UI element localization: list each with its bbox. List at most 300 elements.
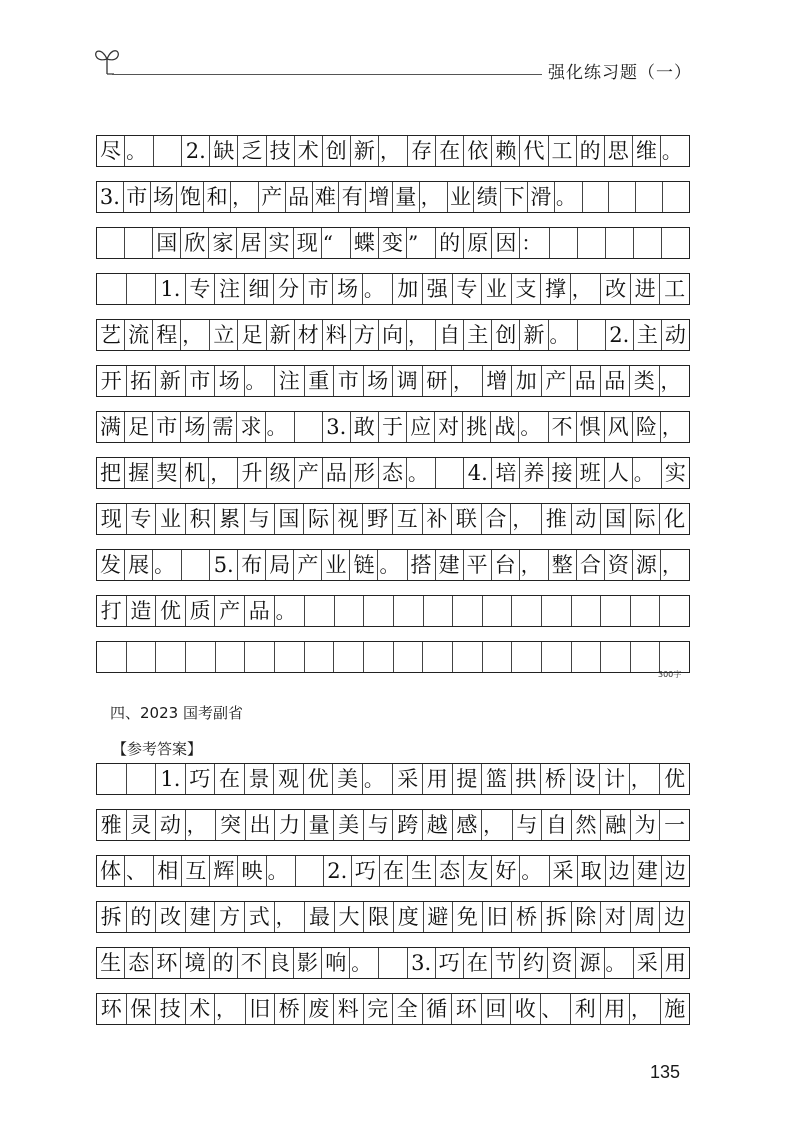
grid-cell: 流 (125, 320, 153, 350)
grid-cell: 加 (512, 366, 542, 396)
grid-cell: ， (571, 274, 602, 304)
grid-cell (305, 596, 335, 626)
grid-cell: 美 (334, 810, 364, 840)
grid-cell (364, 642, 394, 672)
grid-cell: 3. (97, 182, 124, 212)
grid-cell: 国 (601, 504, 631, 534)
grid-cell: 自 (542, 810, 572, 840)
grid-cell: 打 (97, 596, 127, 626)
grid-cell: 感 (453, 810, 483, 840)
grid-cell (550, 228, 578, 258)
grid-row (96, 457, 690, 489)
grid-cell: 市 (153, 412, 181, 442)
grid-cell: 注 (275, 366, 305, 396)
grid-cell: 专 (127, 504, 157, 534)
grid-cell: 动 (572, 504, 602, 534)
grid-cell: 品 (601, 366, 631, 396)
grid-cell: 、 (125, 856, 154, 886)
grid-cell: 业 (482, 274, 512, 304)
grid-cell: 优 (664, 767, 686, 791)
grid-cell: 收 (511, 994, 541, 1024)
grid-cell: 用 (601, 994, 631, 1024)
grid-row (96, 855, 690, 887)
grid-cell: 取 (578, 856, 606, 886)
grid-row (96, 273, 690, 305)
grid-cell (295, 412, 323, 442)
grid-cell: 拱 (512, 764, 542, 794)
grid-cell: 在 (215, 764, 245, 794)
grid-cell: 人 (605, 458, 633, 488)
grid-cell: 技 (156, 994, 186, 1024)
grid-cell: 质 (186, 596, 216, 626)
grid-cell: 旧 (483, 902, 513, 932)
grid-cell: 重 (305, 366, 335, 396)
grid-cell (631, 596, 661, 626)
grid-cell: 灵 (127, 810, 157, 840)
grid-cell: 台 (492, 550, 520, 580)
grid-cell: 设 (571, 764, 601, 794)
grid-cell: 用 (664, 951, 686, 975)
grid-cell: 级 (267, 458, 295, 488)
grid-cell: 现 (294, 228, 322, 258)
grid-cell: 变 (379, 228, 407, 258)
grid-cell: 资 (548, 948, 576, 978)
grid-cell: 采 (393, 764, 423, 794)
grid-cell: 满 (97, 412, 125, 442)
grid-cell: 与 (245, 504, 275, 534)
grid-cell: 建 (186, 902, 216, 932)
grid-cell: 工 (664, 277, 686, 301)
grid-cell: 饱 (177, 182, 204, 212)
grid-cell: 创 (323, 136, 351, 166)
grid-cell (512, 642, 542, 672)
grid-cell: ， (231, 182, 259, 212)
grid-cell (216, 642, 246, 672)
grid-cell: 场 (215, 366, 245, 396)
grid-cell (606, 228, 634, 258)
grid-cell: 主 (634, 320, 662, 350)
grid-cell: 。 (267, 856, 296, 886)
grid-cell: 优 (304, 764, 334, 794)
section-heading: 四、2023 国考副省 (110, 704, 243, 722)
grid-cell: 的 (577, 136, 605, 166)
grid-cell: 采 (550, 856, 578, 886)
grid-cell: 。 (555, 182, 583, 212)
grid-cell: 好 (492, 856, 520, 886)
grid-cell (394, 596, 424, 626)
grid-cell: 形 (351, 458, 379, 488)
grid-cell: 存 (408, 136, 436, 166)
grid-cell: 环 (97, 994, 127, 1024)
grid-cell (483, 596, 513, 626)
grid-cell: ， (181, 320, 210, 350)
grid-cell: 化 (664, 507, 686, 531)
grid-row (96, 809, 690, 841)
grid-cell: ， (407, 320, 436, 350)
grid-cell: 旧 (246, 994, 276, 1024)
grid-cell: 5. (210, 550, 238, 580)
grid-cell: 际 (631, 504, 661, 534)
grid-cell: 和 (204, 182, 231, 212)
grid-cell (127, 764, 157, 794)
grid-cell (572, 642, 602, 672)
grid-cell: 跨 (393, 810, 423, 840)
grid-cell: 1. (156, 274, 186, 304)
grid-cell: 。 (633, 458, 662, 488)
grid-cell: 新 (156, 366, 186, 396)
grid-cell (636, 182, 663, 212)
grid-cell: 桥 (541, 764, 571, 794)
grid-cell: “ (322, 228, 351, 258)
grid-cell: 场 (151, 182, 178, 212)
grid-cell: 。 (378, 550, 407, 580)
grid-cell: 3. (408, 948, 436, 978)
grid-cell: 态 (436, 856, 464, 886)
grid-cell: 搭 (408, 550, 436, 580)
grid-cell: 新 (351, 136, 379, 166)
grid-cell (97, 274, 127, 304)
grid-cell: 全 (393, 994, 423, 1024)
grid-cell: 巧 (186, 764, 216, 794)
grid-cell: 应 (407, 412, 435, 442)
grid-cell: 出 (246, 810, 276, 840)
grid-row (96, 365, 690, 397)
grid-cell: 。 (245, 366, 276, 396)
grid-cell: 足 (125, 412, 153, 442)
grid-row (96, 181, 690, 213)
grid-cell: 边 (664, 859, 686, 883)
grid-cell: 分 (274, 274, 304, 304)
grid-cell: 态 (379, 458, 407, 488)
sprout-icon (92, 44, 122, 76)
grid-cell: 绩 (474, 182, 501, 212)
grid-cell: 缺 (210, 136, 238, 166)
grid-cell: 量 (305, 810, 335, 840)
grid-cell (572, 596, 602, 626)
grid-cell: 互 (393, 504, 423, 534)
grid-cell (245, 642, 275, 672)
grid-cell: 改 (156, 902, 186, 932)
grid-cell (182, 550, 210, 580)
grid-cell: 。 (266, 412, 295, 442)
grid-cell: ， (275, 902, 306, 932)
header-title: 强化练习题（一） (548, 63, 692, 83)
grid-cell: 辉 (210, 856, 238, 886)
grid-cell: ， (215, 994, 246, 1024)
grid-cell: 类 (630, 366, 660, 396)
grid-cell (436, 458, 464, 488)
grid-cell: 免 (453, 902, 483, 932)
grid-cell: 边 (606, 856, 634, 886)
grid-cell: 欣 (181, 228, 209, 258)
grid-cell: 雅 (97, 810, 127, 840)
grid-cell (660, 596, 689, 626)
grid-cell: ， (661, 415, 682, 439)
grid-cell (453, 596, 483, 626)
grid-cell: 发 (97, 550, 125, 580)
grid-cell: 与 (513, 810, 543, 840)
grid-cell: 约 (520, 948, 548, 978)
grid-cell: 2. (606, 320, 634, 350)
grid-cell (663, 182, 689, 212)
grid-cell: 在 (436, 136, 464, 166)
grid-cell: 为 (631, 810, 661, 840)
grid-cell (296, 856, 324, 886)
grid-cell: 对 (601, 902, 631, 932)
grid-cell: 市 (124, 182, 151, 212)
grid-cell: 境 (181, 948, 209, 978)
grid-cell: 程 (153, 320, 181, 350)
grid-cell: 观 (274, 764, 304, 794)
grid-cell: 建 (634, 856, 662, 886)
grid-row (96, 993, 690, 1025)
grid-cell (156, 642, 186, 672)
grid-cell (125, 228, 153, 258)
grid-cell: 方 (351, 320, 379, 350)
grid-cell (578, 228, 606, 258)
grid-cell: 巧 (436, 948, 464, 978)
grid-cell: 4. (464, 458, 492, 488)
grid-cell: 料 (334, 994, 364, 1024)
grid-cell: 态 (125, 948, 153, 978)
grid-cell: 机 (181, 458, 209, 488)
grid-cell: 互 (182, 856, 210, 886)
grid-cell: 最 (305, 902, 335, 932)
grid-cell: 补 (423, 504, 453, 534)
grid-cell (127, 274, 157, 304)
grid-cell: 布 (238, 550, 266, 580)
grid-row (96, 411, 690, 443)
grid-cell: 限 (364, 902, 394, 932)
grid-cell: 市 (304, 274, 334, 304)
grid-cell: 风 (605, 412, 633, 442)
grid-cell (335, 596, 365, 626)
grid-cell: 足 (238, 320, 266, 350)
grid-cell: 险 (633, 412, 661, 442)
grid-cell: ， (660, 369, 681, 393)
page-number: 135 (650, 1062, 681, 1082)
grid-row (96, 641, 690, 673)
grid-cell: 场 (364, 366, 394, 396)
grid-cell: 回 (482, 994, 512, 1024)
grid-cell (578, 320, 606, 350)
grid-cell: 不 (238, 948, 266, 978)
grid-cell: 。 (363, 764, 394, 794)
grid-cell: 居 (237, 228, 265, 258)
grid-cell: 累 (215, 504, 245, 534)
grid-cell: ， (511, 504, 542, 534)
grid-cell: 术 (186, 994, 216, 1024)
grid-cell: 边 (664, 905, 686, 929)
grid-cell: 积 (186, 504, 216, 534)
grid-cell: 一 (664, 813, 686, 837)
grid-cell: 产 (542, 366, 572, 396)
grid-cell: 造 (127, 596, 157, 626)
grid-cell: 影 (294, 948, 322, 978)
grid-cell: 链 (350, 550, 378, 580)
grid-cell: 滑 (528, 182, 555, 212)
grid-cell: 开 (97, 366, 127, 396)
grid-cell: 拆 (97, 902, 127, 932)
grid-cell: 产 (294, 550, 322, 580)
grid-cell (423, 642, 453, 672)
grid-row (96, 901, 690, 933)
grid-cell: 拆 (542, 902, 572, 932)
grid-cell: 巧 (352, 856, 380, 886)
grid-cell: 品 (571, 366, 601, 396)
grid-cell: 品 (245, 596, 275, 626)
grid-cell: 。 (275, 596, 306, 626)
grid-cell: 自 (436, 320, 464, 350)
grid-row (96, 549, 690, 581)
grid-row (96, 135, 690, 167)
grid-cell (186, 642, 216, 672)
grid-cell: 实 (664, 461, 686, 485)
grid-cell: 度 (394, 902, 424, 932)
grid-cell: 产 (259, 182, 286, 212)
grid-cell: 依 (464, 136, 492, 166)
grid-cell: 术 (295, 136, 323, 166)
grid-cell: 。 (153, 550, 182, 580)
grid-cell: 思 (605, 136, 633, 166)
grid-cell: 接 (549, 458, 577, 488)
grid-cell: 增 (483, 366, 513, 396)
grid-cell: 环 (153, 948, 181, 978)
grid-cell: 料 (323, 320, 351, 350)
grid-cell: ， (379, 136, 408, 166)
grid-cell (127, 642, 157, 672)
grid-cell: 相 (154, 856, 182, 886)
grid-cell: 2. (182, 136, 210, 166)
grid-cell: 力 (275, 810, 305, 840)
grid-cell: 式 (245, 902, 275, 932)
grid-cell: 2. (324, 856, 352, 886)
grid-cell: 。 (350, 948, 379, 978)
grid-cell: 源 (576, 948, 604, 978)
grid-cell: 代 (520, 136, 548, 166)
grid-cell: 动 (156, 810, 186, 840)
grid-cell: 、 (541, 994, 572, 1024)
grid-cell: 环 (452, 994, 482, 1024)
grid-cell: 强 (423, 274, 453, 304)
grid-cell: 的 (210, 948, 238, 978)
grid-cell: 培 (492, 458, 520, 488)
grid-cell: ： (520, 228, 549, 258)
grid-cell: 合 (482, 504, 512, 534)
grid-cell (601, 642, 631, 672)
grid-cell: 融 (601, 810, 631, 840)
grid-cell: 。 (661, 139, 682, 163)
grid-cell (583, 182, 610, 212)
grid-cell: 桥 (275, 994, 305, 1024)
grid-cell: ， (209, 458, 238, 488)
grid-cell (453, 642, 483, 672)
grid-cell: 。 (407, 458, 436, 488)
grid-cell: 突 (216, 810, 246, 840)
grid-row (96, 763, 690, 795)
grid-cell: 篮 (482, 764, 512, 794)
grid-cell: 桥 (512, 902, 542, 932)
grid-cell: 求 (237, 412, 265, 442)
grid-row (96, 947, 690, 979)
grid-cell: 惧 (577, 412, 605, 442)
grid-cell: 挑 (463, 412, 491, 442)
grid-cell: 响 (322, 948, 350, 978)
grid-cell: 良 (266, 948, 294, 978)
grid-cell: 敢 (351, 412, 379, 442)
grid-cell: 场 (181, 412, 209, 442)
grid-cell: 联 (452, 504, 482, 534)
grid-cell: 撑 (541, 274, 571, 304)
grid-cell: 建 (436, 550, 464, 580)
grid-cell: 增 (366, 182, 393, 212)
grid-cell: 际 (304, 504, 334, 534)
grid-cell: 工 (549, 136, 577, 166)
grid-cell: 对 (435, 412, 463, 442)
grid-row (96, 503, 690, 535)
grid-cell: 废 (305, 994, 335, 1024)
grid-cell: 实 (266, 228, 294, 258)
grid-cell: 美 (333, 764, 363, 794)
grid-cell: 专 (453, 274, 483, 304)
grid-cell: 避 (424, 902, 454, 932)
grid-cell: 市 (186, 366, 216, 396)
answer-label: 【参考答案】 (112, 740, 203, 758)
grid-cell: 战 (491, 412, 519, 442)
grid-cell: 加 (393, 274, 423, 304)
grid-cell: 生 (408, 856, 436, 886)
grid-cell (394, 642, 424, 672)
grid-cell: 体 (97, 856, 125, 886)
grid-cell: 。 (519, 412, 548, 442)
grid-cell: 在 (380, 856, 408, 886)
grid-cell: 生 (97, 948, 125, 978)
grid-cell: 艺 (97, 320, 125, 350)
grid-cell: 因 (492, 228, 520, 258)
grid-cell (379, 948, 407, 978)
grid-cell (483, 642, 513, 672)
grid-cell: 保 (127, 994, 157, 1024)
grid-cell: 尽 (97, 136, 125, 166)
grid-cell: 于 (379, 412, 407, 442)
grid-cell: 契 (153, 458, 181, 488)
grid-cell: 市 (334, 366, 364, 396)
grid-cell: ， (661, 553, 682, 577)
grid-cell: 提 (453, 764, 483, 794)
grid-cell: 映 (238, 856, 266, 886)
grid-cell: 品 (286, 182, 313, 212)
grid-cell: 产 (215, 596, 245, 626)
grid-cell: 需 (209, 412, 237, 442)
grid-cell: ” (407, 228, 436, 258)
grid-cell: 研 (423, 366, 453, 396)
grid-cell: 场 (333, 274, 363, 304)
grid-cell: 合 (577, 550, 605, 580)
grid-cell: 立 (210, 320, 238, 350)
grid-cell: 握 (125, 458, 153, 488)
grid-cell: 越 (423, 810, 453, 840)
grid-cell: 赖 (492, 136, 520, 166)
grid-cell: 蝶 (351, 228, 379, 258)
grid-cell: 材 (295, 320, 323, 350)
grid-cell: 的 (127, 902, 157, 932)
grid-cell (601, 596, 631, 626)
grid-cell: 拓 (127, 366, 157, 396)
grid-cell: 3. (323, 412, 351, 442)
grid-cell: 有 (339, 182, 366, 212)
grid-cell (660, 642, 689, 672)
grid-cell: 。 (125, 136, 154, 166)
